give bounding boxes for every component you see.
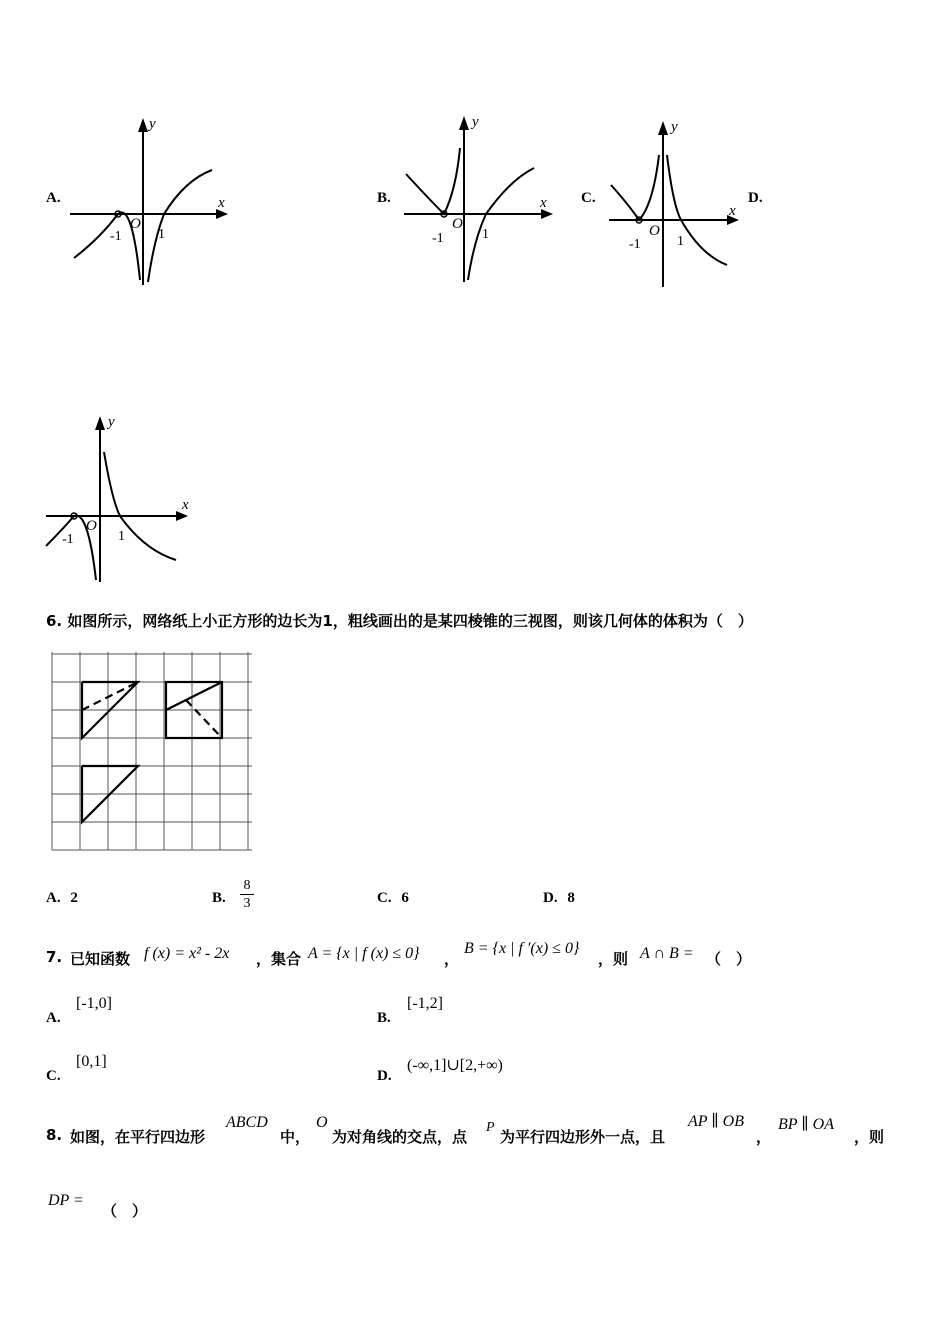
graph-c-neg-one: -1 [629, 237, 641, 252]
option-a-label: A. [46, 190, 61, 206]
graph-d-neg-one: -1 [62, 532, 74, 547]
graph-b-origin: O [452, 216, 463, 232]
q7-set-b: B = {x | f ′(x) ≤ 0} [464, 940, 580, 957]
q7-option-d-value: (-∞,1]∪[2,+∞) [407, 1057, 503, 1074]
graph-d-origin: O [86, 518, 97, 534]
q7-set-a: A = {x | f (x) ≤ 0} [308, 945, 420, 962]
q7-text-1: 已知函数 [70, 950, 131, 968]
q6-option-c-value: 6 [401, 890, 409, 906]
q7-option-c-value: [0,1] [76, 1053, 107, 1070]
graph-b-x-label: x [540, 195, 547, 211]
graph-d-one: 1 [118, 529, 125, 544]
q6-option-b-label: B. [212, 890, 226, 906]
q6-text: 如图所示，网络纸上小正方形的边长为1，粗线画出的是某四棱锥的三视图，则该几何体的体积为（ ） [67, 612, 753, 630]
q7-option-b-label: B. [377, 1010, 391, 1026]
q8-text-3: 为对角线的交点，点 [332, 1128, 468, 1146]
q8-dp: DP = [48, 1192, 84, 1209]
graph-c-origin: O [649, 223, 660, 239]
option-d-label: D. [748, 190, 763, 206]
q8-o: O [316, 1114, 328, 1131]
q7-paren: （ ） [706, 950, 752, 968]
graph-b [400, 110, 560, 290]
graph-a-one: 1 [158, 227, 165, 242]
graph-d [44, 410, 204, 590]
q8-number: 8. [46, 1126, 63, 1144]
q6-option-b-numerator: 8 [243, 878, 251, 893]
graph-a-x-label: x [218, 195, 225, 211]
q6-option-d [543, 890, 575, 907]
graph-c-y-label: y [671, 119, 678, 135]
graph-c-one: 1 [677, 234, 684, 249]
q7-text-3: ， [444, 950, 460, 968]
q8-text-5: ，则 [854, 1128, 885, 1146]
graph-b-one: 1 [482, 227, 489, 242]
option-c-label: C. [581, 190, 596, 206]
q8-text-2: 中， [280, 1128, 311, 1146]
q6-option-d-value: 8 [567, 890, 575, 906]
graph-a-neg-one: -1 [110, 229, 122, 244]
q8-ap-parallel-ob: AP ∥ OB [688, 1113, 744, 1130]
graph-a-origin: O [130, 216, 141, 232]
graph-a [60, 110, 240, 290]
q7-number: 7. [46, 948, 63, 966]
q6-option-b-denominator: 3 [243, 896, 251, 911]
graph-a-y-label: y [149, 116, 156, 132]
q8-text-1: 如图，在平行四边形 [70, 1128, 206, 1146]
graph-c [605, 115, 755, 295]
q8-text-4: 为平行四边形外一点，且 [500, 1128, 666, 1146]
q6-stem [46, 610, 753, 631]
graph-d-x-label: x [182, 497, 189, 513]
q6-option-c-label: C. [377, 890, 392, 906]
q8-bp-parallel-oa: BP ∥ OA [778, 1116, 834, 1133]
q7-text-4: ，则 [598, 950, 629, 968]
q7-option-d-label: D. [377, 1068, 392, 1084]
q8-abcd: ABCD [226, 1114, 268, 1131]
q7-target: A ∩ B = [640, 945, 694, 962]
q7-option-a-label: A. [46, 1010, 61, 1026]
q7-option-a-value: [-1,0] [76, 995, 112, 1012]
q8-paren: （ ） [102, 1202, 148, 1220]
q7-text-2: ，集合 [256, 950, 302, 968]
q7-option-b-value: [-1,2] [407, 995, 443, 1012]
three-view-grid [52, 652, 256, 856]
q6-option-a-label: A. [46, 890, 61, 906]
option-b-label: B. [377, 190, 391, 206]
graph-d-y-label: y [108, 414, 115, 430]
graph-b-y-label: y [472, 114, 479, 130]
q6-option-a-value: 2 [70, 890, 78, 906]
q6-option-a [46, 890, 78, 907]
q6-option-d-label: D. [543, 890, 558, 906]
q7-function-def: f (x) = x² - 2x [144, 945, 230, 962]
graph-b-neg-one: -1 [432, 231, 444, 246]
graph-c-x-label: x [729, 203, 736, 219]
q8-comma: ， [756, 1128, 772, 1146]
q6-option-b-fraction [240, 878, 254, 911]
q8-p: P [486, 1120, 495, 1135]
q6-number: 6. [46, 612, 63, 630]
q7-option-c-label: C. [46, 1068, 61, 1084]
q6-option-c [377, 890, 409, 907]
